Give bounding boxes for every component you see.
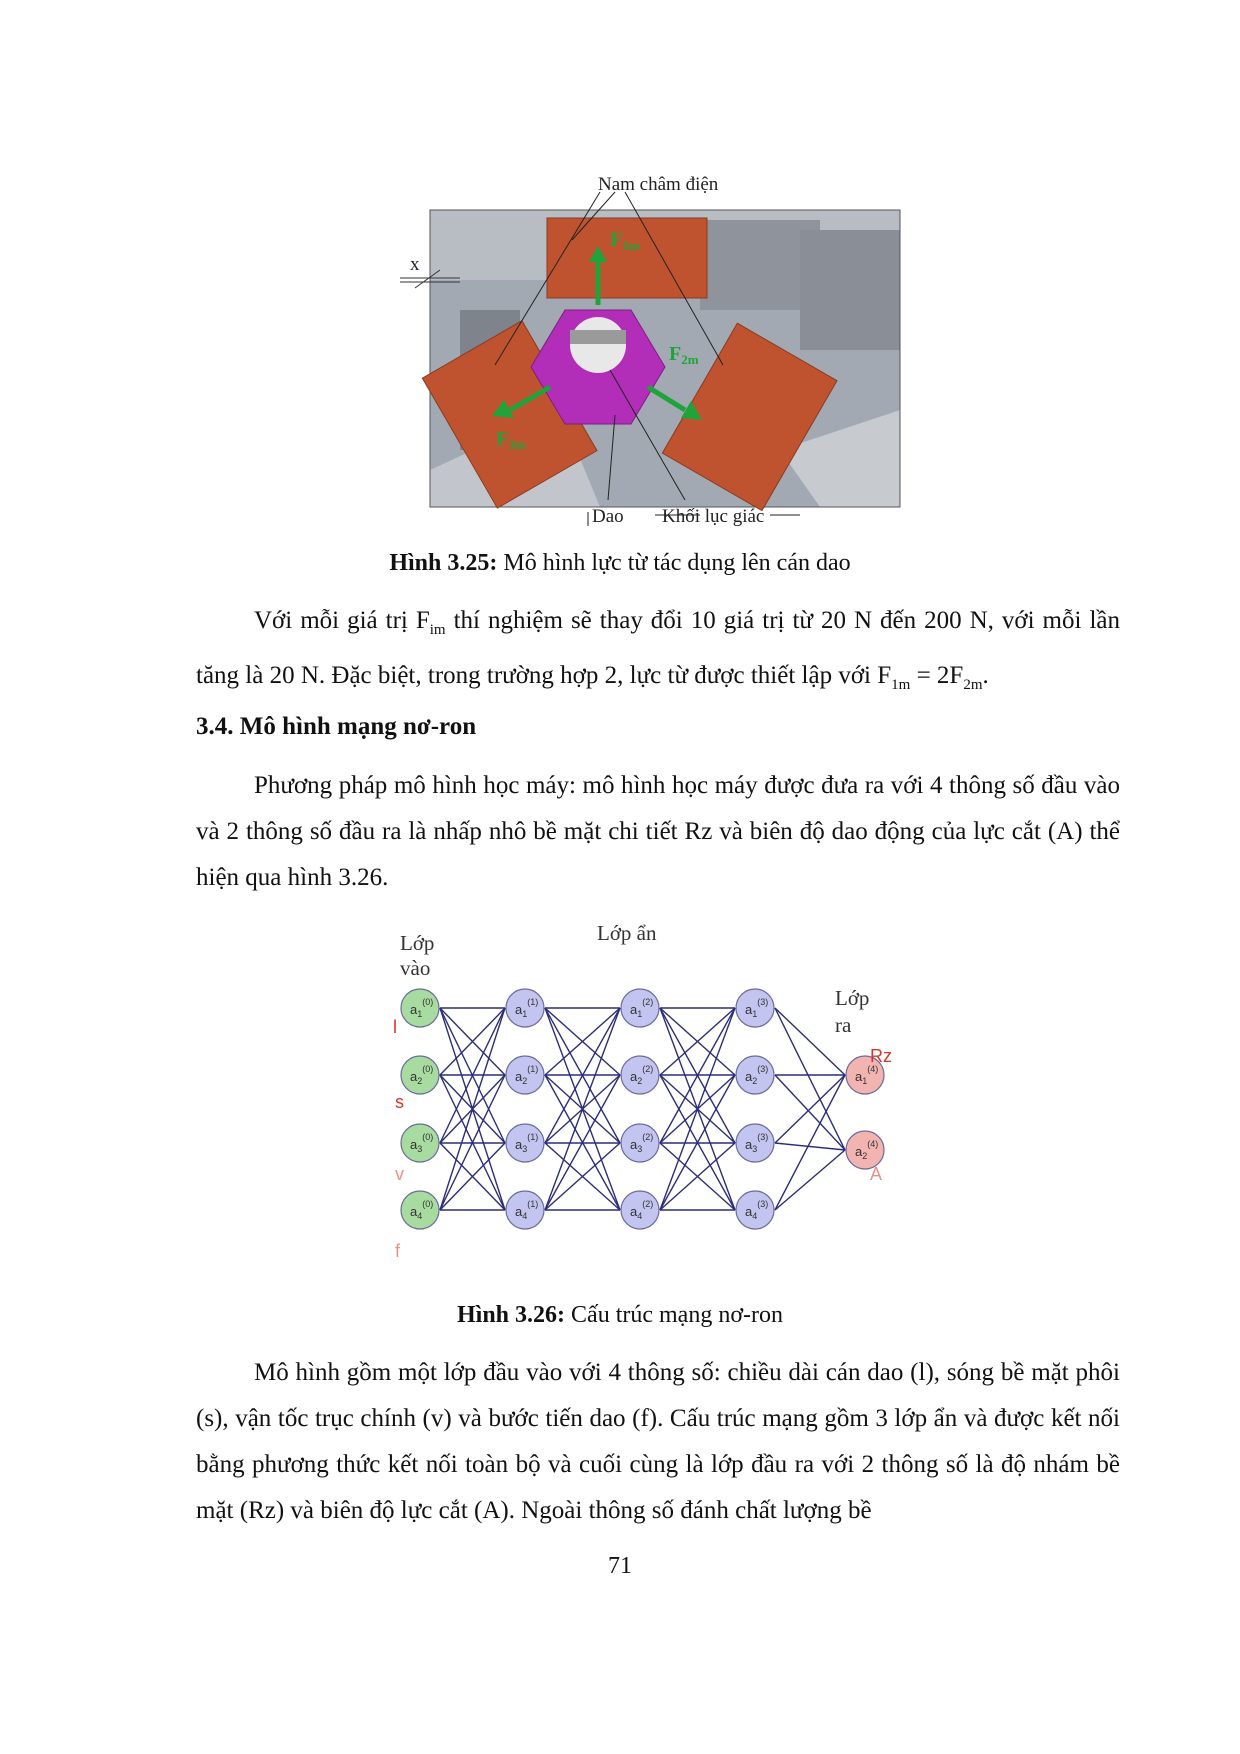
figure-3-26-caption bbox=[0, 1302, 1240, 1329]
figure-neural-network bbox=[375, 915, 945, 1285]
force-f3m-label: $F_{3m}$ bbox=[496, 428, 526, 452]
electromagnet-label: Nam châm điện bbox=[598, 174, 719, 195]
nn-node-label: $a_1^{(3)}$ bbox=[745, 997, 769, 1019]
nn-node bbox=[736, 1191, 774, 1229]
nn-node-label: $a_1^{(1)}$ bbox=[515, 997, 539, 1019]
nn-node-label: $a_4^{(3)}$ bbox=[745, 1199, 769, 1221]
nn-node bbox=[736, 989, 774, 1027]
caption-text: Mô hình lực từ tác dụng lên cán dao bbox=[497, 550, 851, 576]
nn-node bbox=[401, 1124, 439, 1162]
nn-node bbox=[736, 1056, 774, 1094]
nn-node-label: $a_3^{(0)}$ bbox=[410, 1132, 434, 1154]
nn-node bbox=[621, 1124, 659, 1162]
output-label-a: A bbox=[870, 1164, 883, 1184]
nn-node-label: $a_3^{(1)}$ bbox=[515, 1132, 539, 1154]
nn-connection bbox=[775, 1075, 845, 1150]
nn-node bbox=[506, 1056, 544, 1094]
hidden-layer-label: Lớp ẩn bbox=[597, 921, 657, 945]
paragraph-force-values: Với mỗi giá trị $F_{im}$ thí nghiệm sẽ thay đổi 10 giá trị từ 20 N đến 200 N, với mỗi lần tăng là 20 N. Đặc biệt, trong trường hợp 2, lực từ được thiết lập với $F_{1m} = 2F_{2m}$. bbox=[196, 607, 1120, 693]
nn-node bbox=[506, 1191, 544, 1229]
nn-node bbox=[401, 989, 439, 1027]
nn-connection bbox=[775, 1143, 845, 1150]
figure-3-25-caption bbox=[0, 550, 1240, 577]
nn-node-label: $a_1^{(2)}$ bbox=[630, 997, 654, 1019]
page-number: 71 bbox=[608, 1553, 632, 1579]
x-label: x bbox=[410, 254, 420, 275]
nn-node bbox=[621, 1191, 659, 1229]
nn-node bbox=[401, 1191, 439, 1229]
tool-hole bbox=[570, 317, 626, 373]
nn-node-label: $a_1^{(0)}$ bbox=[410, 997, 434, 1019]
magnet-top bbox=[547, 218, 707, 298]
caption-number: Hình 3.25: bbox=[389, 550, 498, 576]
input-label-l: l bbox=[393, 1017, 397, 1037]
nn-node-label: $a_2^{(1)}$ bbox=[515, 1064, 539, 1086]
nn-node-label: $a_2^{(0)}$ bbox=[410, 1064, 434, 1086]
nn-node-label: $a_4^{(2)}$ bbox=[630, 1199, 654, 1221]
nn-connection bbox=[775, 1150, 845, 1210]
nn-node bbox=[401, 1056, 439, 1094]
nn-node bbox=[506, 1124, 544, 1162]
force-f2m-label: $F_{2m}$ bbox=[669, 343, 699, 367]
nn-node-label: $a_2^{(2)}$ bbox=[630, 1064, 654, 1086]
nn-node-label: $a_2^{(3)}$ bbox=[745, 1064, 769, 1086]
nn-node bbox=[736, 1124, 774, 1162]
caption-text: Cấu trúc mạng nơ-ron bbox=[565, 1302, 783, 1328]
figure-magnetic-force-model bbox=[400, 170, 920, 535]
nn-node-label: $a_3^{(3)}$ bbox=[745, 1132, 769, 1154]
nn-node-label: $a_3^{(2)}$ bbox=[630, 1132, 654, 1154]
input-layer-label-1: Lớp bbox=[400, 931, 435, 955]
paragraph-model-structure: Mô hình gồm một lớp đầu vào với 4 thông số: chiều dài cán dao (l), sóng bề mặt phôi (s), vận tốc trục chính (v) và bước tiến dao (f). Cấu trúc mạng gồm 3 lớp ẩn và được kết nối bằng phương thức kết nối toàn bộ và cuối cùng là lớp đầu ra với 2 thông số là độ nhám bề mặt (Rz) và biên độ lực cắt (A). Ngoài thông số đánh chất lượng bề bbox=[196, 1359, 1120, 1524]
input-label-f: f bbox=[395, 1241, 401, 1261]
nn-node bbox=[621, 1056, 659, 1094]
nn-connection bbox=[775, 1075, 845, 1143]
nn-node bbox=[506, 989, 544, 1027]
nn-node-label: $a_2^{(4)}$ bbox=[855, 1139, 879, 1161]
input-label-s: s bbox=[395, 1092, 404, 1112]
tool-label: Dao bbox=[592, 506, 624, 527]
nn-node-label: $a_4^{(1)}$ bbox=[515, 1199, 539, 1221]
caption-number: Hình 3.26: bbox=[457, 1302, 566, 1328]
output-layer-label-2: ra bbox=[835, 1013, 852, 1037]
section-heading: 3.4. Mô hình mạng nơ-ron bbox=[196, 713, 477, 740]
input-label-v: v bbox=[395, 1164, 404, 1184]
output-layer-label-1: Lớp bbox=[835, 986, 870, 1010]
output-label-rz: Rz bbox=[870, 1046, 892, 1066]
nn-connection bbox=[775, 1075, 845, 1210]
force-f1m-label: $F_{1m}$ bbox=[610, 229, 640, 253]
input-layer-label-2: vào bbox=[400, 956, 431, 980]
nn-node-label: $a_1^{(4)}$ bbox=[855, 1064, 879, 1086]
hex-block-label: Khối lục giác bbox=[662, 506, 765, 527]
nn-node-label: $a_4^{(0)}$ bbox=[410, 1199, 434, 1221]
paragraph-ml-model: Phương pháp mô hình học máy: mô hình học máy được đưa ra với 4 thông số đầu vào và 2 thông số đầu ra là nhấp nhô bề mặt chi tiết Rz và biên độ dao động của lực cắt (A) thể hiện qua hình 3.26. bbox=[196, 772, 1120, 891]
nn-node bbox=[621, 989, 659, 1027]
